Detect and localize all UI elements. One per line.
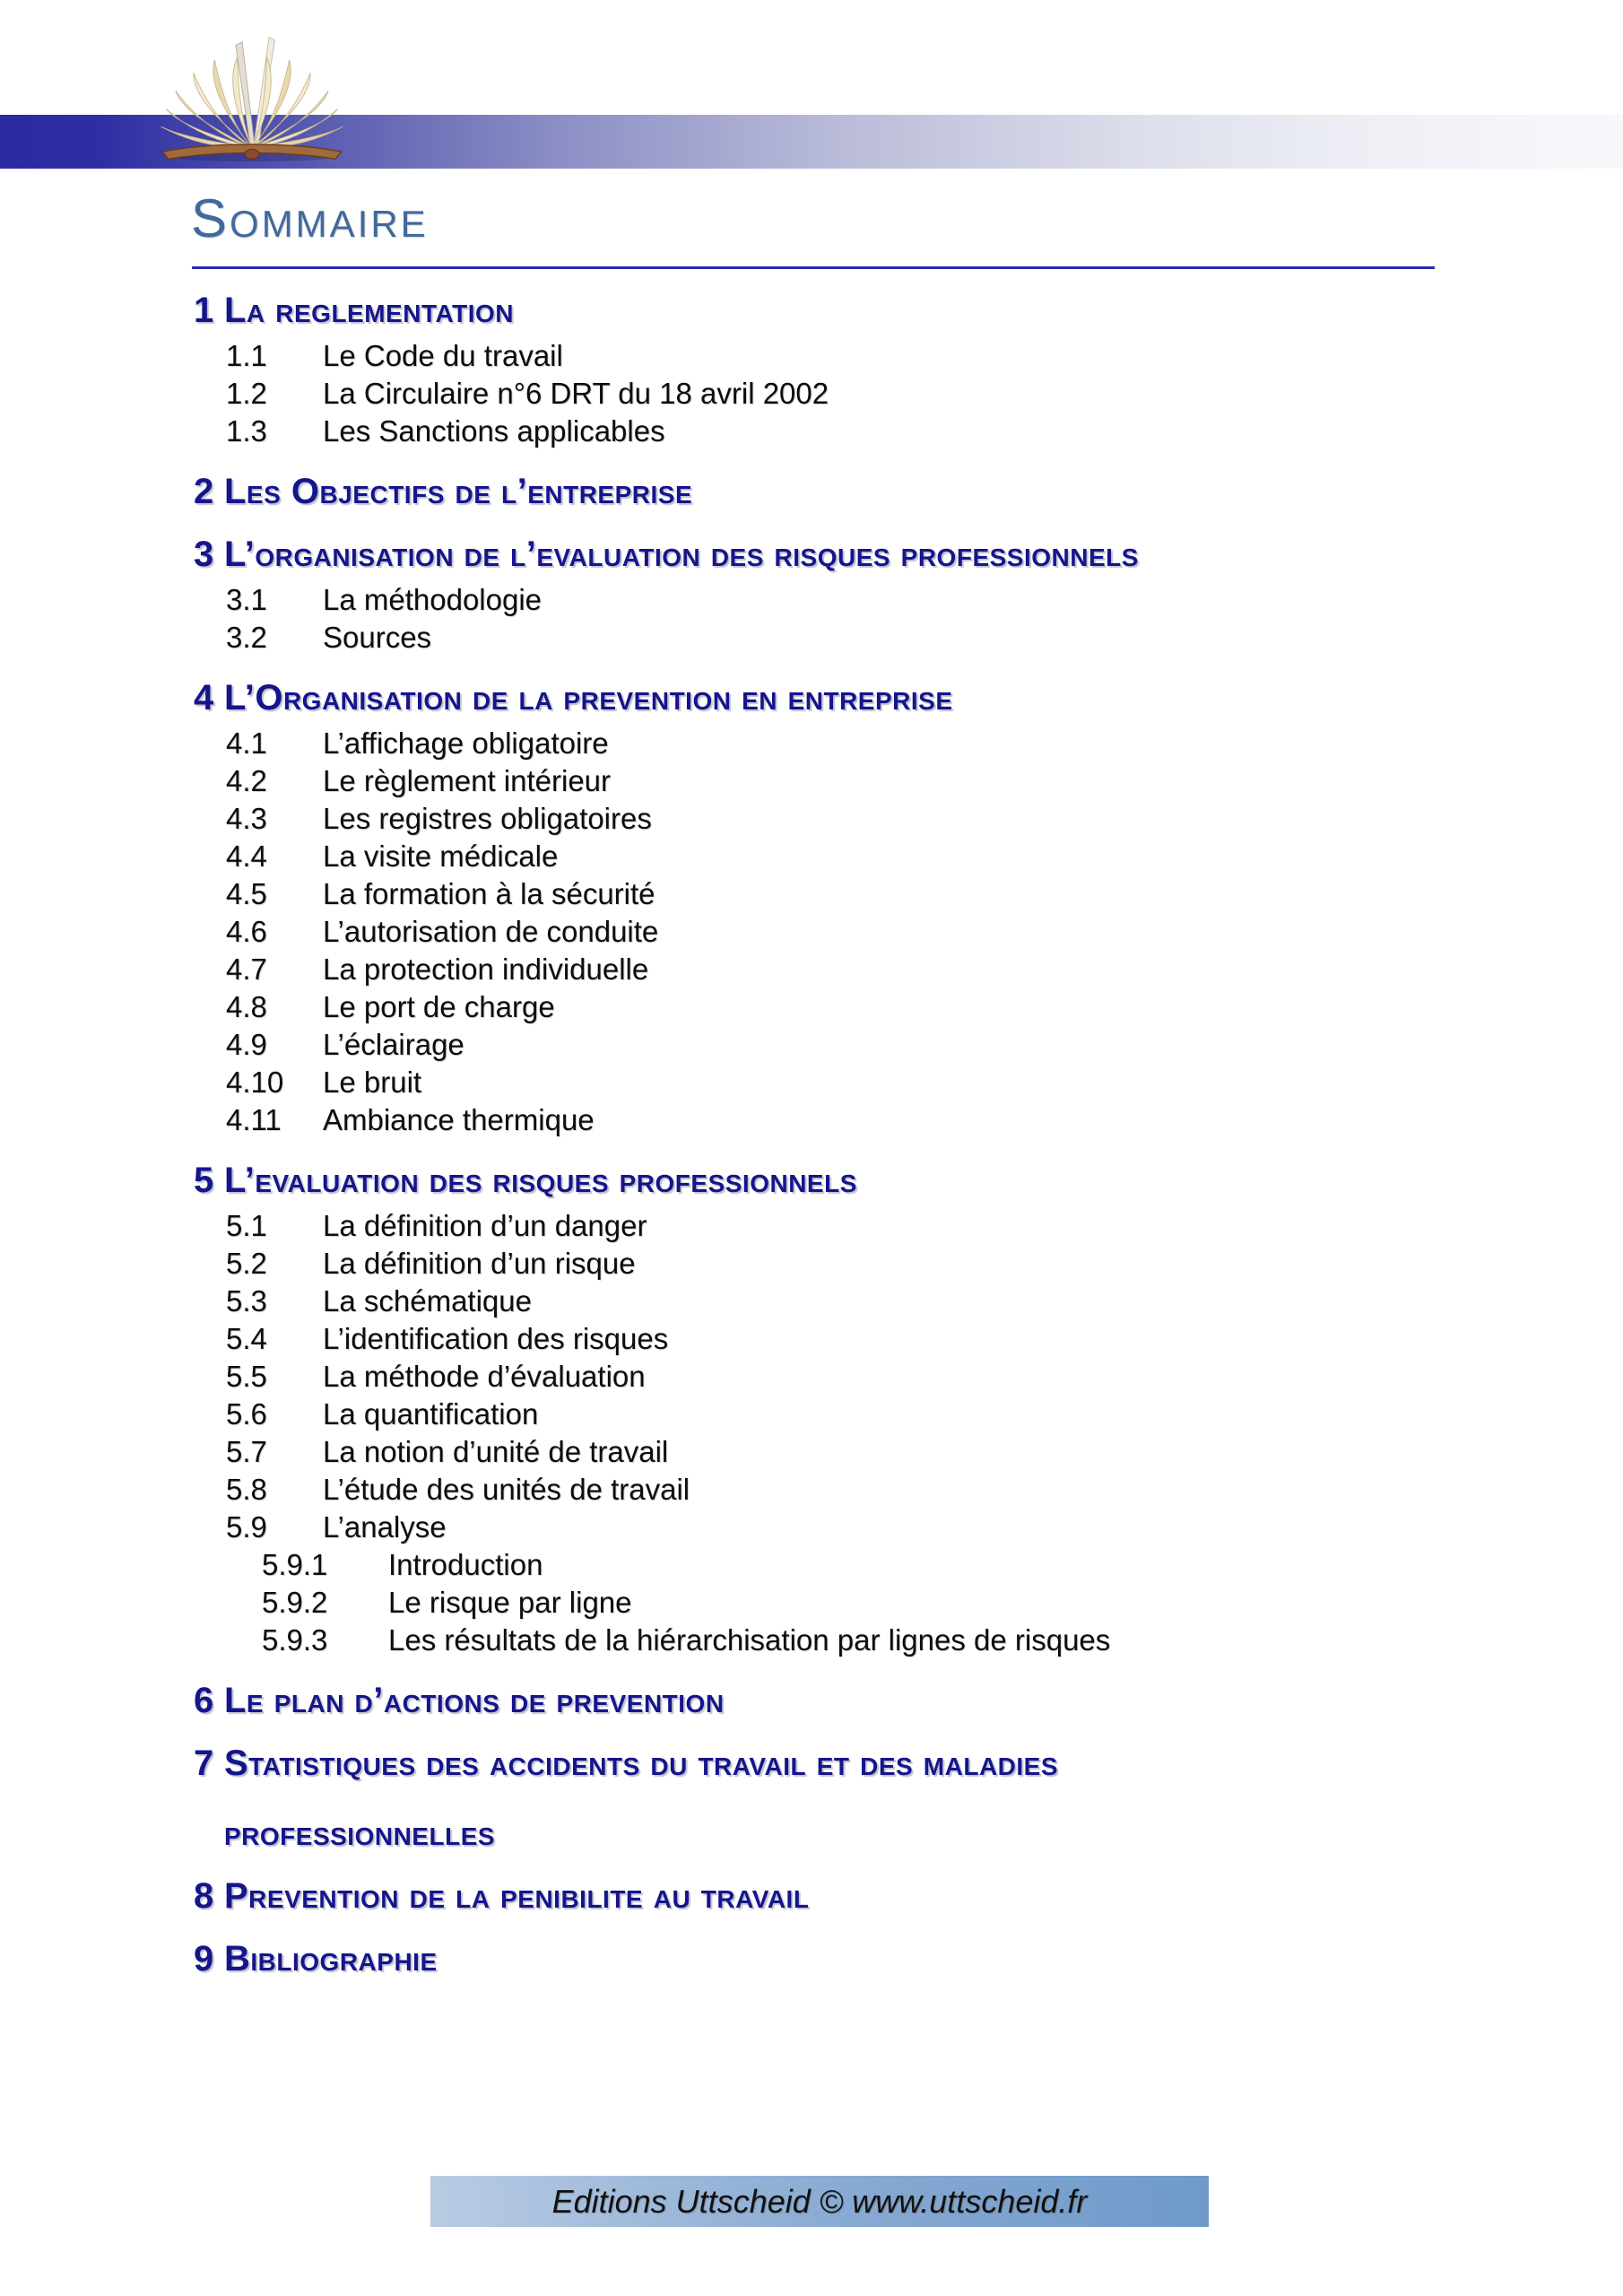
toc-heading-6 <box>0 1679 1623 1722</box>
toc-item-4.4 <box>0 838 1623 875</box>
item-number: 4.8 <box>226 990 267 1023</box>
item-number: 4.1 <box>226 726 267 760</box>
footer-text: Editions Uttscheid © www.uttscheid.fr <box>551 2183 1088 2220</box>
toc-item-3.2 <box>0 619 1623 657</box>
toc-item-4.5 <box>0 875 1623 913</box>
toc-item-5.9 <box>0 1509 1623 1546</box>
item-number: 4.11 <box>226 1103 282 1136</box>
section-number: 5 <box>194 1161 214 1200</box>
toc-item-5.9.2 <box>0 1584 1623 1622</box>
item-label: La protection individuelle <box>323 952 649 986</box>
toc-item-5.9.3 <box>0 1622 1623 1659</box>
item-label: La méthodologie <box>323 583 542 616</box>
toc-heading-5 <box>0 1159 1623 1202</box>
toc-heading-8 <box>0 1874 1623 1918</box>
open-book-icon <box>133 32 371 170</box>
item-label: Ambiance thermique <box>323 1103 595 1136</box>
item-label: La formation à la sécurité <box>323 877 655 910</box>
item-number: 1.3 <box>226 414 267 448</box>
toc-item-5.2 <box>0 1245 1623 1283</box>
toc-section-6 <box>0 1679 1623 1722</box>
item-number: 5.5 <box>226 1360 267 1393</box>
item-label: La visite médicale <box>323 839 559 873</box>
item-number: 5.2 <box>226 1247 267 1280</box>
item-number: 4.7 <box>226 952 267 986</box>
toc-heading-2 <box>0 470 1623 513</box>
toc-item-1.1 <box>0 337 1623 375</box>
section-title: L’organisation de l’evaluation des risques professionnels <box>224 535 1139 574</box>
toc-item-3.1 <box>0 581 1623 619</box>
section-title-line2: professionnelles <box>224 1813 496 1853</box>
item-number: 5.9.1 <box>262 1548 328 1581</box>
toc-heading-4 <box>0 676 1623 719</box>
item-number: 5.9.3 <box>262 1623 328 1657</box>
toc-section-8 <box>0 1874 1623 1918</box>
item-label: L’identification des risques <box>323 1322 669 1355</box>
item-label: Introduction <box>388 1548 543 1581</box>
item-label: L’étude des unités de travail <box>323 1473 690 1506</box>
toc-item-4.8 <box>0 988 1623 1026</box>
section-title: Bibliographie <box>224 1939 438 1979</box>
toc-section-2 <box>0 470 1623 513</box>
toc-section-3 <box>0 533 1623 657</box>
toc-heading-1 <box>0 289 1623 332</box>
toc-item-4.6 <box>0 913 1623 951</box>
item-label: L’affichage obligatoire <box>323 726 609 760</box>
toc-item-5.1 <box>0 1207 1623 1245</box>
item-label: Le risque par ligne <box>388 1586 632 1619</box>
item-label: La définition d’un risque <box>323 1247 636 1280</box>
section-title: Les Objectifs de l’entreprise <box>224 472 693 511</box>
toc-item-1.2 <box>0 375 1623 413</box>
item-number: 1.1 <box>226 339 267 372</box>
item-label: Les registres obligatoires <box>323 802 652 835</box>
item-label: La Circulaire n°6 DRT du 18 avril 2002 <box>323 377 829 410</box>
item-label: Le règlement intérieur <box>323 764 612 797</box>
item-label: L’autorisation de conduite <box>323 915 659 948</box>
toc-item-5.8 <box>0 1471 1623 1509</box>
item-label: L’analyse <box>323 1510 447 1544</box>
toc-section-1 <box>0 289 1623 450</box>
toc-item-5.5 <box>0 1358 1623 1396</box>
section-title: Prevention de la penibilite au travail <box>224 1876 810 1916</box>
toc-item-5.9.1 <box>0 1546 1623 1584</box>
section-title: Statistiques des accidents du travail et des maladies <box>224 1744 1059 1783</box>
toc-section-9 <box>0 1937 1623 1980</box>
toc-item-4.2 <box>0 762 1623 800</box>
section-title: Le plan d’actions de prevention <box>224 1681 725 1720</box>
toc-section-7 <box>0 1742 1623 1855</box>
title-rule <box>192 266 1435 269</box>
toc-heading-7 <box>0 1742 1623 1785</box>
section-number: 9 <box>194 1939 214 1979</box>
toc-item-5.3 <box>0 1283 1623 1320</box>
item-number: 1.2 <box>226 377 267 410</box>
footer-band <box>430 2176 1209 2227</box>
section-number: 6 <box>194 1681 214 1720</box>
toc-section-4 <box>0 676 1623 1139</box>
toc-item-4.7 <box>0 951 1623 988</box>
item-number: 5.3 <box>226 1284 267 1318</box>
toc-item-5.7 <box>0 1433 1623 1471</box>
section-number: 2 <box>194 472 214 511</box>
toc-item-5.6 <box>0 1396 1623 1433</box>
item-number: 4.5 <box>226 877 267 910</box>
toc-section-5 <box>0 1159 1623 1659</box>
toc-item-4.11 <box>0 1101 1623 1139</box>
item-number: 5.8 <box>226 1473 267 1506</box>
item-label: La définition d’un danger <box>323 1209 647 1242</box>
section-number: 1 <box>194 291 214 330</box>
toc-item-4.3 <box>0 800 1623 838</box>
toc-item-1.3 <box>0 413 1623 450</box>
section-title: L’Organisation de la prevention en entreprise <box>224 678 953 718</box>
item-number: 4.4 <box>226 839 267 873</box>
item-label: La quantification <box>323 1397 539 1431</box>
toc-heading-3 <box>0 533 1623 576</box>
toc <box>0 289 1623 1980</box>
section-title: La reglementation <box>224 291 514 330</box>
item-number: 5.6 <box>226 1397 267 1431</box>
item-number: 5.7 <box>226 1435 267 1468</box>
item-label: Les Sanctions applicables <box>323 414 665 448</box>
item-number: 5.4 <box>226 1322 267 1355</box>
item-number: 4.3 <box>226 802 267 835</box>
section-number: 8 <box>194 1876 214 1916</box>
toc-item-4.9 <box>0 1026 1623 1064</box>
item-label: La notion d’unité de travail <box>323 1435 669 1468</box>
item-number: 4.10 <box>226 1065 284 1099</box>
page-title: Sommaire <box>191 188 429 248</box>
section-title: L’evaluation des risques professionnels <box>224 1161 857 1200</box>
item-number: 3.1 <box>226 583 267 616</box>
item-label: Le port de charge <box>323 990 555 1023</box>
item-label: La méthode d’évaluation <box>323 1360 646 1393</box>
toc-item-4.10 <box>0 1064 1623 1101</box>
item-label: La schématique <box>323 1284 532 1318</box>
toc-item-5.4 <box>0 1320 1623 1358</box>
item-label: L’éclairage <box>323 1028 464 1061</box>
item-label: Le bruit <box>323 1065 422 1099</box>
item-label: Le Code du travail <box>323 339 563 372</box>
toc-heading-9 <box>0 1937 1623 1980</box>
item-number: 5.9 <box>226 1510 267 1544</box>
item-number: 4.6 <box>226 915 267 948</box>
section-number: 7 <box>194 1744 214 1783</box>
toc-item-4.1 <box>0 725 1623 762</box>
item-number: 3.2 <box>226 621 267 654</box>
section-number: 4 <box>194 678 214 718</box>
item-label: Sources <box>323 621 432 654</box>
content-column <box>0 188 1623 1986</box>
item-number: 5.1 <box>226 1209 267 1242</box>
item-number: 4.9 <box>226 1028 267 1061</box>
item-label: Les résultats de la hiérarchisation par lignes de risques <box>388 1623 1111 1657</box>
item-number: 4.2 <box>226 764 267 797</box>
section-number: 3 <box>194 535 214 574</box>
item-number: 5.9.2 <box>262 1586 328 1619</box>
